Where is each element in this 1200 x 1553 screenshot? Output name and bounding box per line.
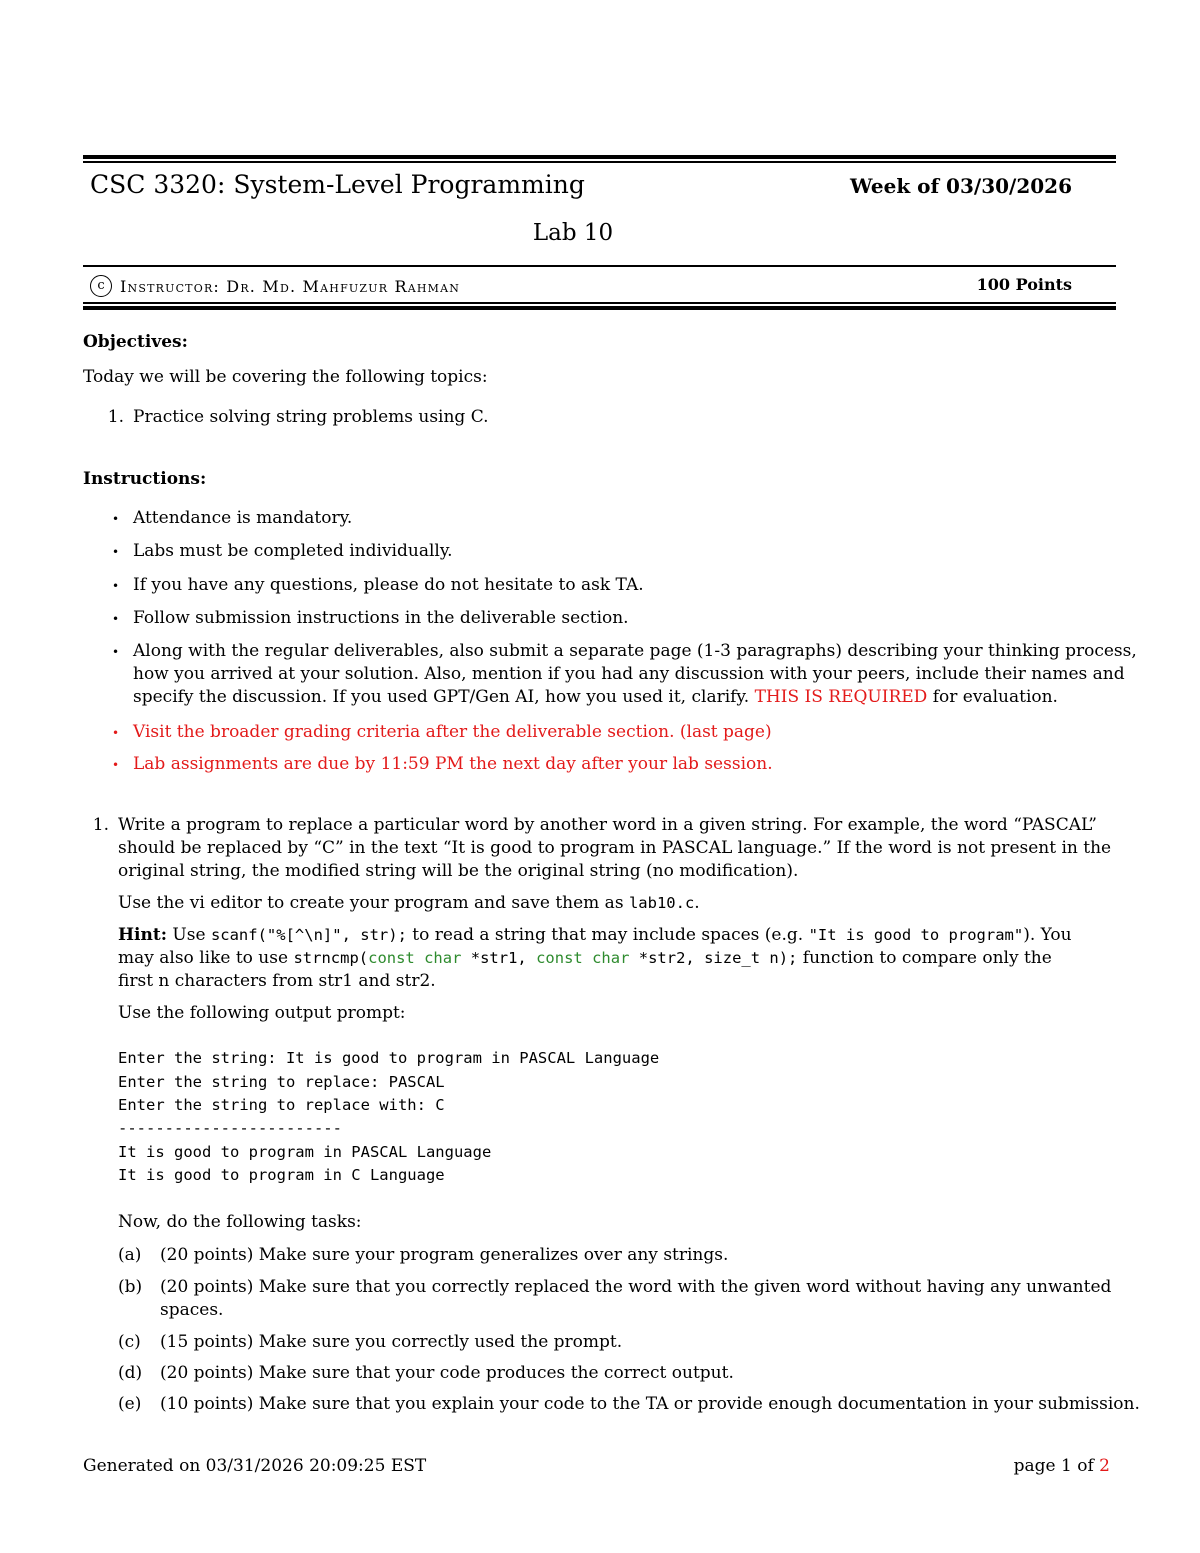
header-top-rule-thick [83, 155, 1116, 159]
header-mid-rule [83, 265, 1116, 267]
hint-line-1 [118, 925, 1072, 945]
hint-text-c: ). You [1023, 925, 1072, 945]
task-text: (20 points) Make sure that you correctly replaced the word with the given word without having any unwanted [160, 1277, 1112, 1297]
task-text: (20 points) Make sure your program generalizes over any strings. [160, 1245, 729, 1265]
hint-label: Hint: [118, 925, 168, 945]
problem-line-1: Write a program to replace a particular word by another word in a given string. For example, the word “PASCAL” [118, 815, 1097, 835]
hint2-text-a: may also like to use [118, 948, 294, 968]
lab-title: Lab 10 [532, 220, 614, 246]
page-number-text: page 1 of [1013, 1456, 1100, 1476]
objective-number: 1. [107, 407, 124, 427]
header-top-rule-thin [83, 161, 1116, 163]
task-text: (20 points) Make sure that your code produces the correct output. [160, 1363, 734, 1383]
objectives-heading: Objectives: [83, 332, 188, 352]
task-label: (b) [118, 1277, 143, 1297]
code-line: It is good to program in PASCAL Language [118, 1143, 492, 1161]
hint2-keyword-2: const char [536, 949, 630, 967]
objective-item: Practice solving string problems using C. [133, 407, 489, 427]
hint-code-example: "It is good to program" [808, 926, 1024, 944]
hint2-code-a: strncmp( [293, 949, 369, 967]
task-text-continued: spaces. [160, 1300, 224, 1320]
instruction-long-text-a: specify the discussion. If you used GPT/Gen AI, how you used it, clarify. [133, 687, 755, 707]
instruction-long-text-b: for evaluation. [927, 687, 1058, 707]
required-emphasis: THIS IS REQUIRED [754, 687, 928, 707]
instruction-item: Attendance is mandatory. [133, 508, 353, 528]
course-title: CSC 3320: System-Level Programming [90, 170, 585, 199]
instruction-item: If you have any questions, please do not hesitate to ask TA. [133, 575, 644, 595]
points-label: 100 Points [976, 275, 1072, 294]
bullet-icon: • [112, 726, 120, 740]
instructor-line [90, 275, 460, 297]
problem-line-3: original string, the modified string will be the original string (no modification). [118, 861, 799, 881]
problem-line-2: should be replaced by “C” in the text “It is good to program in PASCAL language.” If the word is not present in the [118, 838, 1112, 858]
code-line: Enter the string: It is good to program in PASCAL Language [118, 1049, 660, 1067]
hint2-code-c: *str2, size_t n); [629, 949, 798, 967]
bullet-icon: • [112, 758, 120, 772]
page-total-link[interactable]: 2 [1099, 1456, 1110, 1476]
instruction-item: Follow submission instructions in the deliverable section. [133, 608, 629, 628]
hint-text-a: Use [167, 925, 211, 945]
instruction-long-line-2: how you arrived at your solution. Also, mention if you had any discussion with your peers, include their names and [133, 664, 1125, 684]
task-text: (10 points) Make sure that you explain your code to the TA or provide enough documentation in your submission. [160, 1394, 1140, 1414]
task-label: (e) [118, 1394, 142, 1414]
bullet-icon: • [112, 612, 120, 626]
instructor-name: Instructor: Dr. Md. Mahfuzur Rahman [120, 276, 461, 296]
task-label: (a) [118, 1245, 142, 1265]
editor-filename: lab10.c [628, 894, 695, 912]
code-line: Enter the string to replace with: C [118, 1096, 445, 1114]
editor-text-a: Use the vi editor to create your program and save them as [118, 893, 629, 913]
instruction-long-line-1: Along with the regular deliverables, also submit a separate page (1-3 paragraphs) describing your thinking process, [133, 641, 1137, 661]
hint-line-2 [118, 948, 1052, 968]
task-label: (d) [118, 1363, 143, 1383]
instructions-heading: Instructions: [83, 469, 207, 489]
hint2-keyword-1: const char [368, 949, 462, 967]
hint2-text-b: function to compare only the [797, 948, 1052, 968]
prompt-intro: Use the following output prompt: [118, 1003, 406, 1023]
tasks-intro: Now, do the following tasks: [118, 1212, 362, 1232]
problem-number: 1. [92, 815, 109, 835]
bullet-icon: • [112, 645, 120, 659]
code-line: ------------------------ [118, 1119, 342, 1137]
editor-instruction [118, 893, 700, 913]
week-label: Week of 03/30/2026 [850, 174, 1072, 198]
hint-text-b: to read a string that may include spaces (e.g. [406, 925, 809, 945]
hint-line-3: first n characters from str1 and str2. [118, 971, 436, 991]
instruction-red-item: Lab assignments are due by 11:59 PM the next day after your lab session. [133, 754, 773, 774]
page-number [1014, 1456, 1110, 1476]
bullet-icon: • [112, 512, 120, 526]
instruction-item: Labs must be completed individually. [133, 541, 453, 561]
code-line: It is good to program in C Language [118, 1166, 445, 1184]
header-bottom-rule-thin [83, 302, 1116, 304]
task-label: (c) [118, 1332, 141, 1352]
instruction-long-line-3 [133, 687, 1058, 707]
hint2-code-b: *str1, [461, 949, 537, 967]
copyright-icon: c [90, 275, 112, 297]
hint-code-scanf: scanf("%[^\n]", str); [210, 926, 407, 944]
code-line: Enter the string to replace: PASCAL [118, 1073, 445, 1091]
objectives-intro: Today we will be covering the following topics: [83, 367, 488, 387]
header-bottom-rule-thick [83, 306, 1116, 310]
instruction-red-item: Visit the broader grading criteria after the deliverable section. (last page) [133, 722, 772, 742]
task-text: (15 points) Make sure you correctly used the prompt. [160, 1332, 623, 1352]
editor-text-b: . [694, 893, 700, 913]
generated-timestamp: Generated on 03/31/2026 20:09:25 EST [83, 1456, 427, 1476]
bullet-icon: • [112, 545, 120, 559]
bullet-icon: • [112, 579, 120, 593]
